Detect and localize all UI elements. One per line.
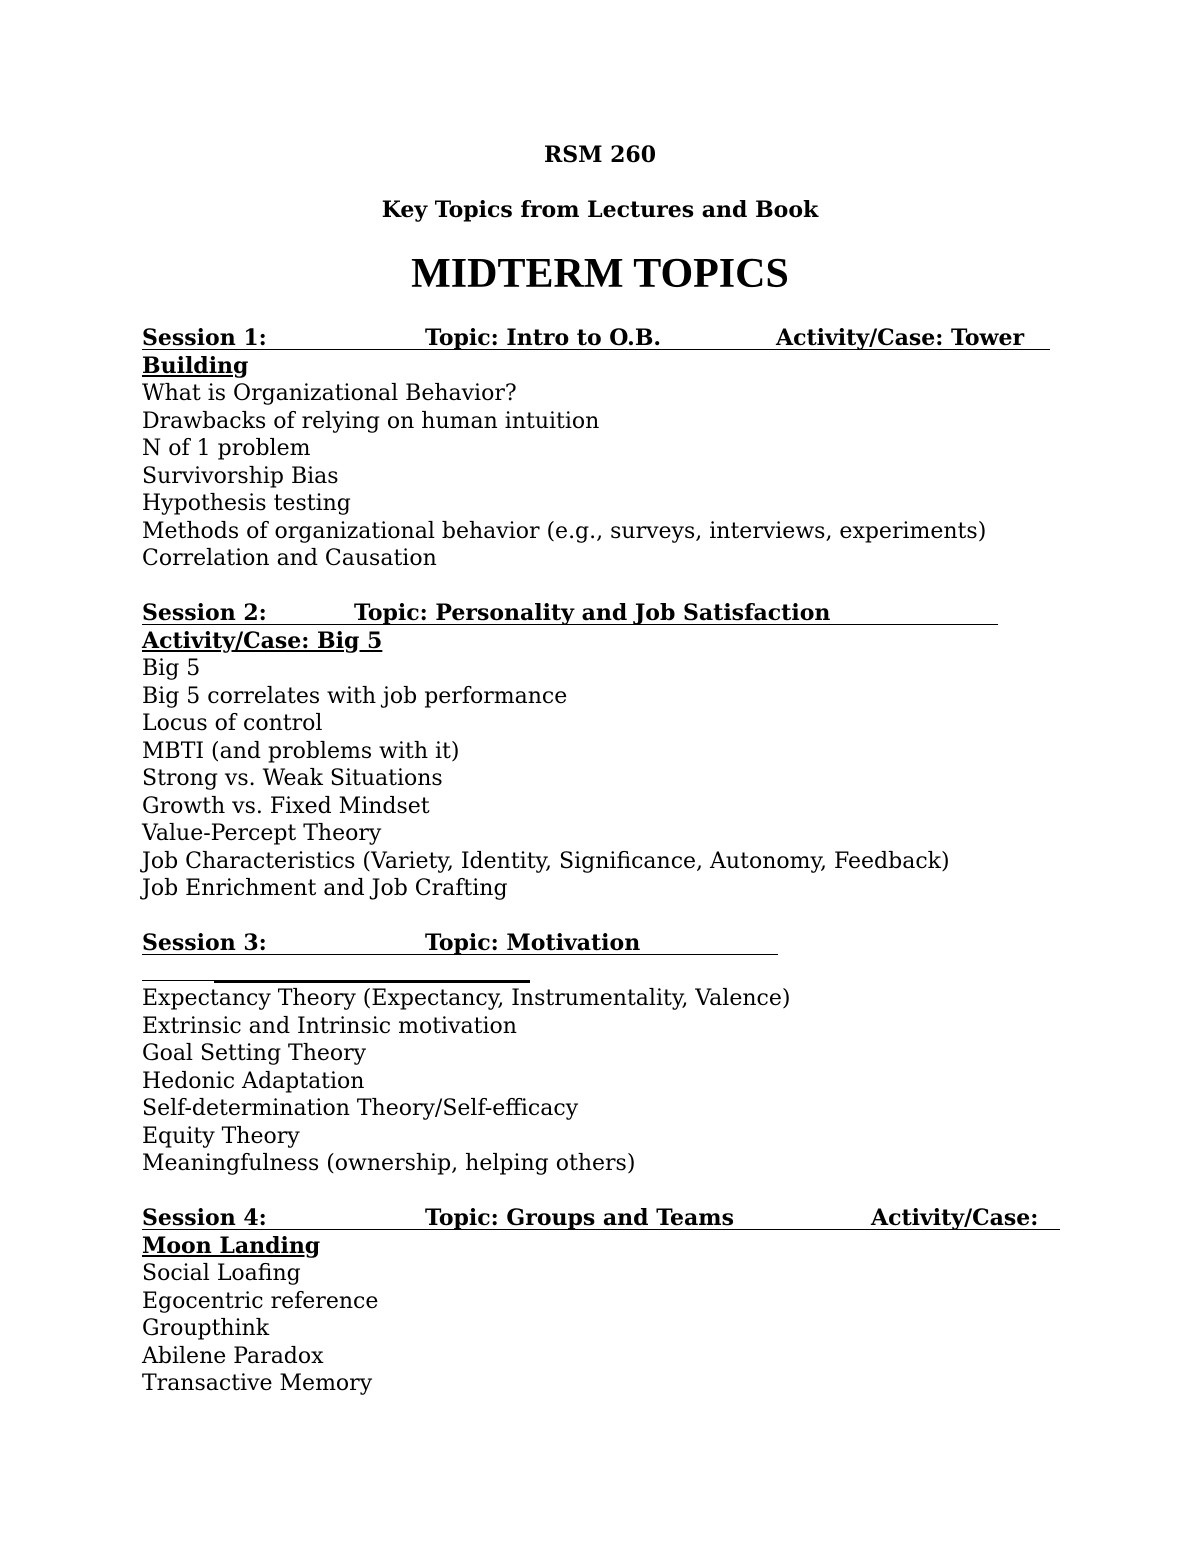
session-3-continuation — [142, 958, 1072, 986]
list-item: Expectancy Theory (Expectancy, Instrumentality, Valence) — [142, 986, 791, 1011]
course-code: RSM 260 — [543, 142, 657, 168]
session-3 — [142, 930, 1072, 1178]
list-item: Methods of organizational behavior (e.g., surveys, interviews, experiments) — [142, 518, 987, 544]
session-2-list — [142, 655, 1072, 903]
session-3-label: Session 3: — [142, 930, 267, 956]
list-item: Job Enrichment and Job Crafting — [142, 876, 508, 901]
session-4 — [142, 1205, 1072, 1398]
session-3-underline — [142, 954, 778, 955]
session-1-activity: Activity/Case: Tower — [776, 325, 1025, 351]
session-3-list — [142, 985, 1072, 1178]
list-item: Value-Percept Theory — [142, 821, 382, 846]
session-1-topic: Topic: Intro to O.B. — [425, 325, 662, 351]
session-2-underline — [142, 624, 998, 625]
list-item: Big 5 correlates with job performance — [142, 683, 568, 709]
document-title: MIDTERM TOPICS — [411, 251, 789, 297]
list-item: Social Loafing — [142, 1261, 301, 1286]
session-4-label: Session 4: — [142, 1205, 267, 1231]
session-3-header — [142, 930, 1072, 958]
list-item: Correlation and Causation — [142, 546, 437, 571]
session-2-continuation: Activity/Case: Big 5 — [142, 627, 383, 654]
session-4-continuation: Moon Landing — [142, 1232, 321, 1259]
session-1-header — [142, 325, 1072, 353]
list-item: Equity Theory — [142, 1123, 300, 1149]
session-1-continuation: Building — [142, 352, 249, 379]
list-item: What is Organizational Behavior? — [142, 381, 517, 406]
list-item: Big 5 — [142, 656, 201, 681]
list-item: Egocentric reference — [142, 1288, 379, 1314]
list-item: Self-determination Theory/Self-efficacy — [142, 1096, 579, 1121]
list-item: Groupthink — [142, 1316, 270, 1341]
list-item: Extrinsic and Intrinsic motivation — [142, 1013, 517, 1039]
list-item: Job Characteristics (Variety, Identity, Significance, Autonomy, Feedback) — [142, 848, 950, 874]
document-subtitle: Key Topics from Lectures and Book — [381, 197, 819, 223]
list-item: Locus of control — [142, 711, 323, 736]
session-3-blank-rule-thick — [214, 980, 530, 983]
session-3-blank-rule — [142, 980, 214, 981]
list-item: Transactive Memory — [142, 1371, 373, 1396]
list-item: N of 1 problem — [142, 436, 311, 461]
session-3-topic: Topic: Motivation — [425, 930, 641, 956]
session-2-topic: Topic: Personality and Job Satisfaction — [354, 600, 831, 626]
session-1-underline — [142, 349, 1050, 350]
list-item: Abilene Paradox — [142, 1343, 324, 1369]
session-4-header — [142, 1205, 1072, 1233]
session-1-label: Session 1: — [142, 325, 267, 351]
session-2-header — [142, 600, 1072, 628]
session-4-list — [142, 1260, 1072, 1398]
list-item: Hypothesis testing — [142, 491, 351, 516]
list-item: Drawbacks of relying on human intuition — [142, 408, 600, 434]
session-2 — [142, 600, 1072, 903]
session-2-label: Session 2: — [142, 600, 267, 626]
list-item: Goal Setting Theory — [142, 1041, 367, 1066]
session-1 — [142, 325, 1072, 573]
list-item: Strong vs. Weak Situations — [142, 766, 443, 791]
list-item: Hedonic Adaptation — [142, 1068, 365, 1094]
list-item: MBTI (and problems with it) — [142, 738, 460, 764]
list-item: Survivorship Bias — [142, 463, 339, 489]
list-item: Growth vs. Fixed Mindset — [142, 793, 430, 819]
session-4-topic: Topic: Groups and Teams — [425, 1205, 734, 1231]
session-4-activity: Activity/Case: — [871, 1205, 1039, 1231]
session-4-underline — [142, 1229, 1060, 1230]
list-item: Meaningfulness (ownership, helping others) — [142, 1151, 636, 1176]
session-1-list — [142, 380, 1072, 573]
